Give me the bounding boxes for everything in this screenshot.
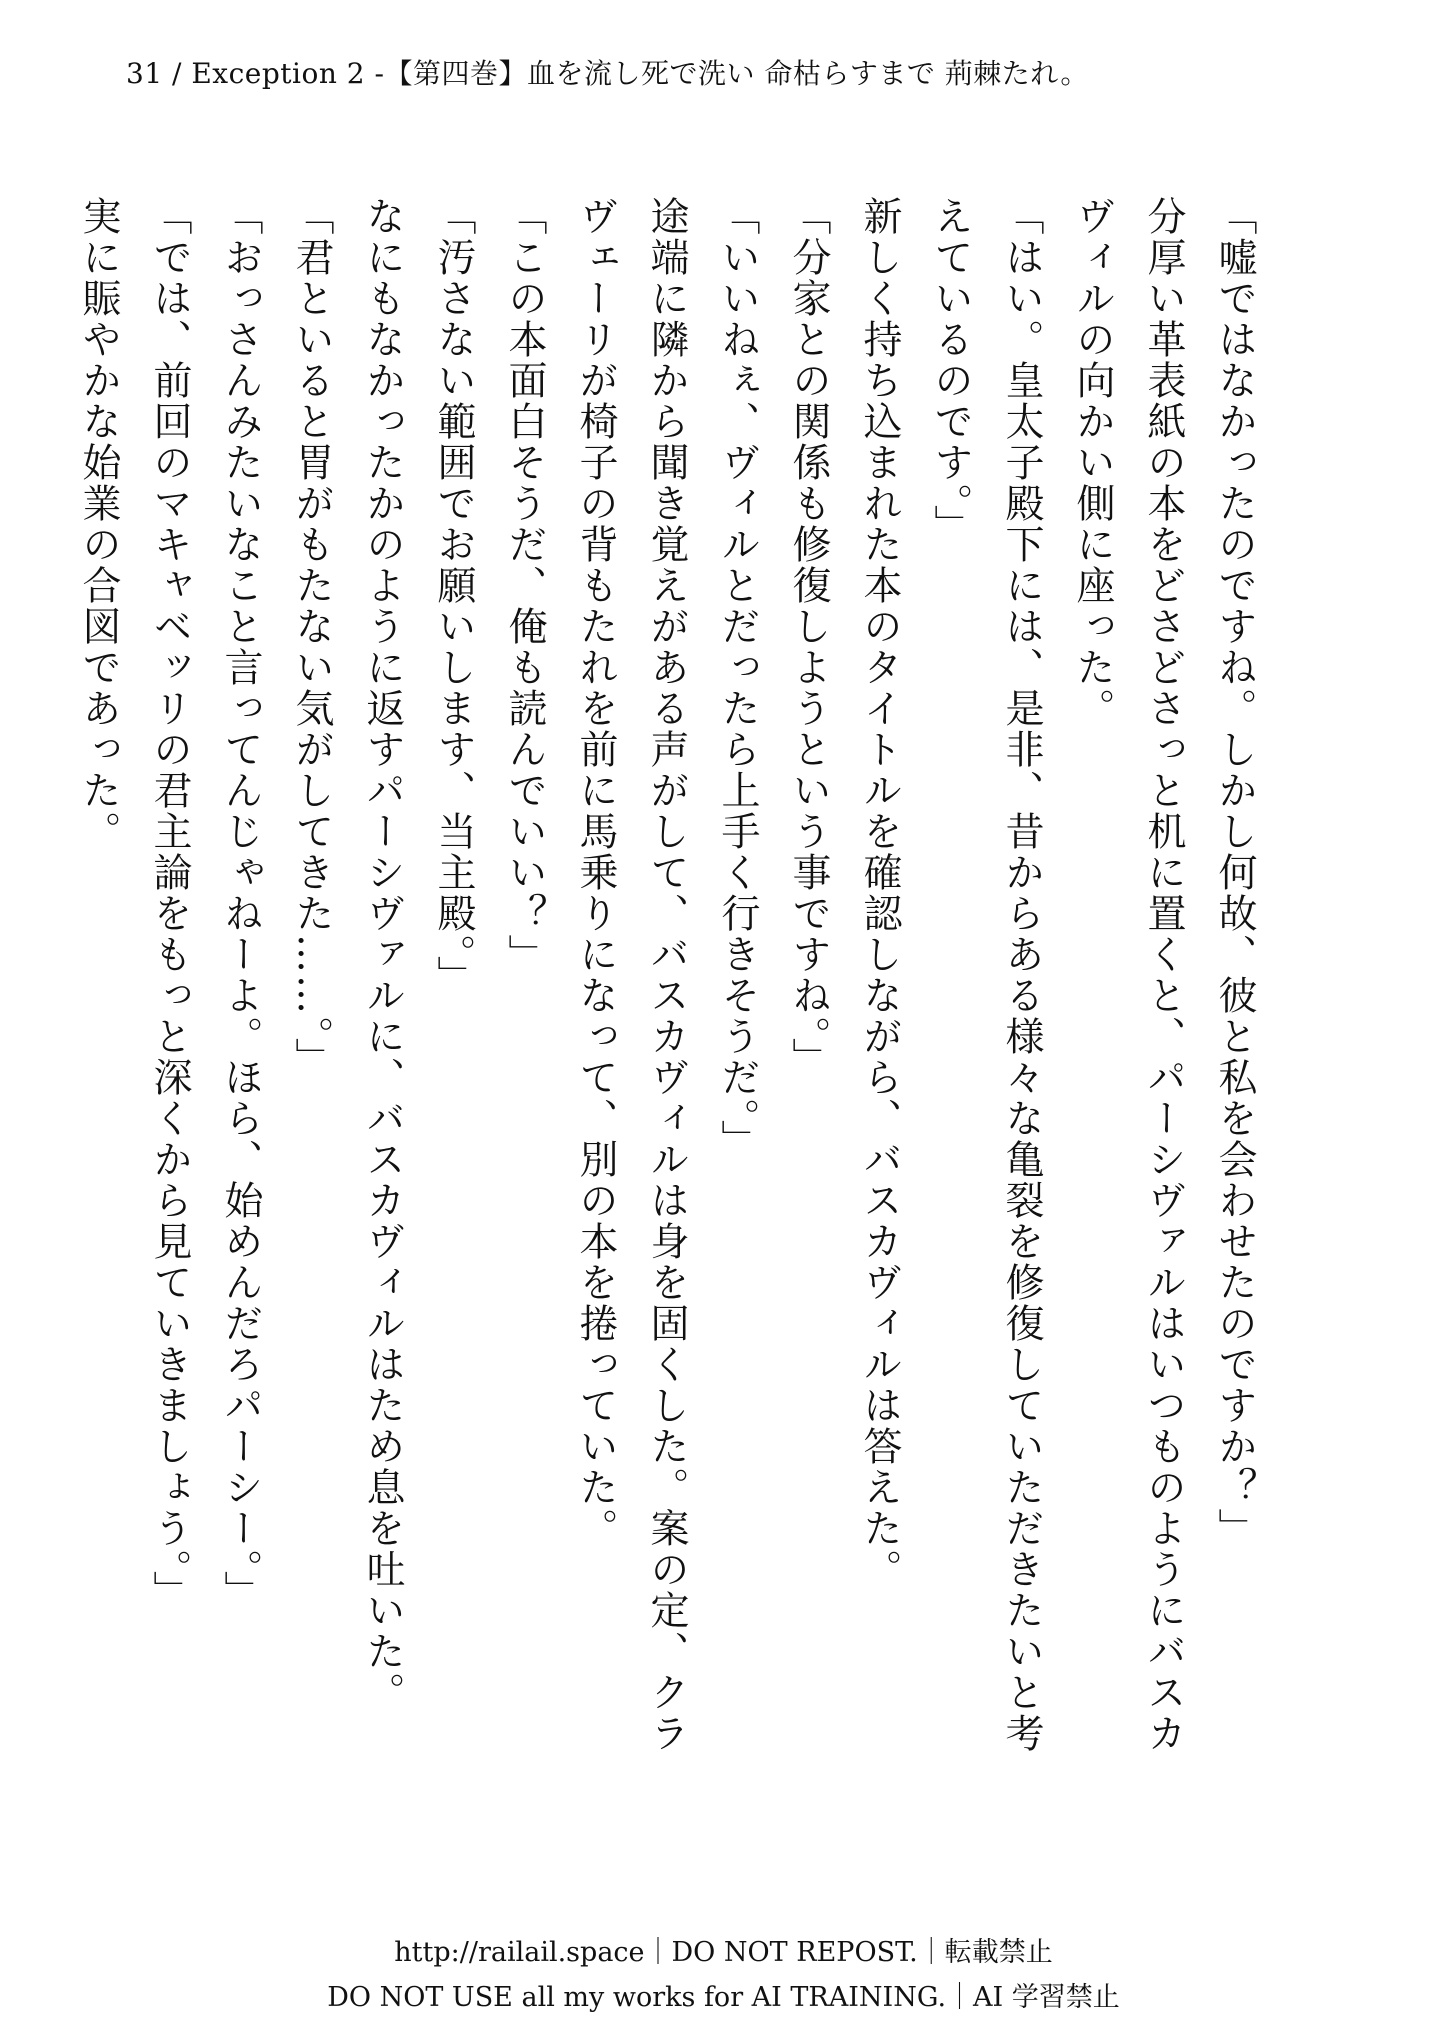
footer-notice-line-2: DO NOT USE all my works for AI TRAINING.｜AI 学習禁止 [327, 1982, 1120, 2013]
footer-notice-line-1: http://railail.space｜DO NOT REPOST.｜転載禁止 [394, 1937, 1053, 1968]
paragraph: 「分家との関係も修復しようという事ですね。」 [786, 196, 831, 1079]
paragraph: なにもなかったかのように返すパーシヴァルに、バスカヴィルはため息を吐いた。 [360, 196, 405, 1713]
paragraph: 分厚い革表紙の本をどさどさっと机に置くと、パーシヴァルはいつものようにバスカヴィルの向かい側に座った。 [1070, 196, 1186, 1754]
paragraph: 実に賑やかな始業の合図であった。 [76, 196, 121, 852]
paragraph: 「では、前回のマキャベッリの君主論をもっと深くから見ていきましょう。」 [147, 196, 192, 1612]
paragraph: 「汚さない範囲でお願いします、当主殿。」 [431, 196, 476, 997]
paragraph: 「君といると胃がもたない気がしてきた……。」 [289, 196, 334, 1079]
paragraph: 新しく持ち込まれた本のタイトルを確認しながら、バスカヴィルは答えた。 [857, 196, 902, 1590]
paragraph: 「嘘ではなかったのですね。しかし何故、彼と私を会わせたのですか？」 [1212, 196, 1257, 1549]
page-header: 31 / Exception 2 -【第四巻】血を流し死で洗い 命枯らすまで 荊棘たれ。 [126, 57, 1089, 90]
paragraph: 「いいねぇ、ヴィルとだったら上手く行きそうだ。」 [715, 196, 760, 1161]
paragraph: 「この本面白そうだ、俺も読んでいい？」 [502, 196, 547, 975]
paragraph: 「おっさんみたいなこと言ってんじゃねーよ。ほら、始めんだろパーシー。」 [218, 196, 263, 1612]
paragraph: 「はい。皇太子殿下には、是非、昔からある様々な亀裂を修復していただきたいと考えているのです。」 [928, 196, 1044, 1754]
paragraph: 途端に隣から聞き覚えがある声がして、バスカヴィルは身を固くした。案の定、クラヴェーリが椅子の背もたれを前に馬乗りになって、別の本を捲っていた。 [573, 196, 689, 1754]
novel-body [76, 196, 1270, 1756]
